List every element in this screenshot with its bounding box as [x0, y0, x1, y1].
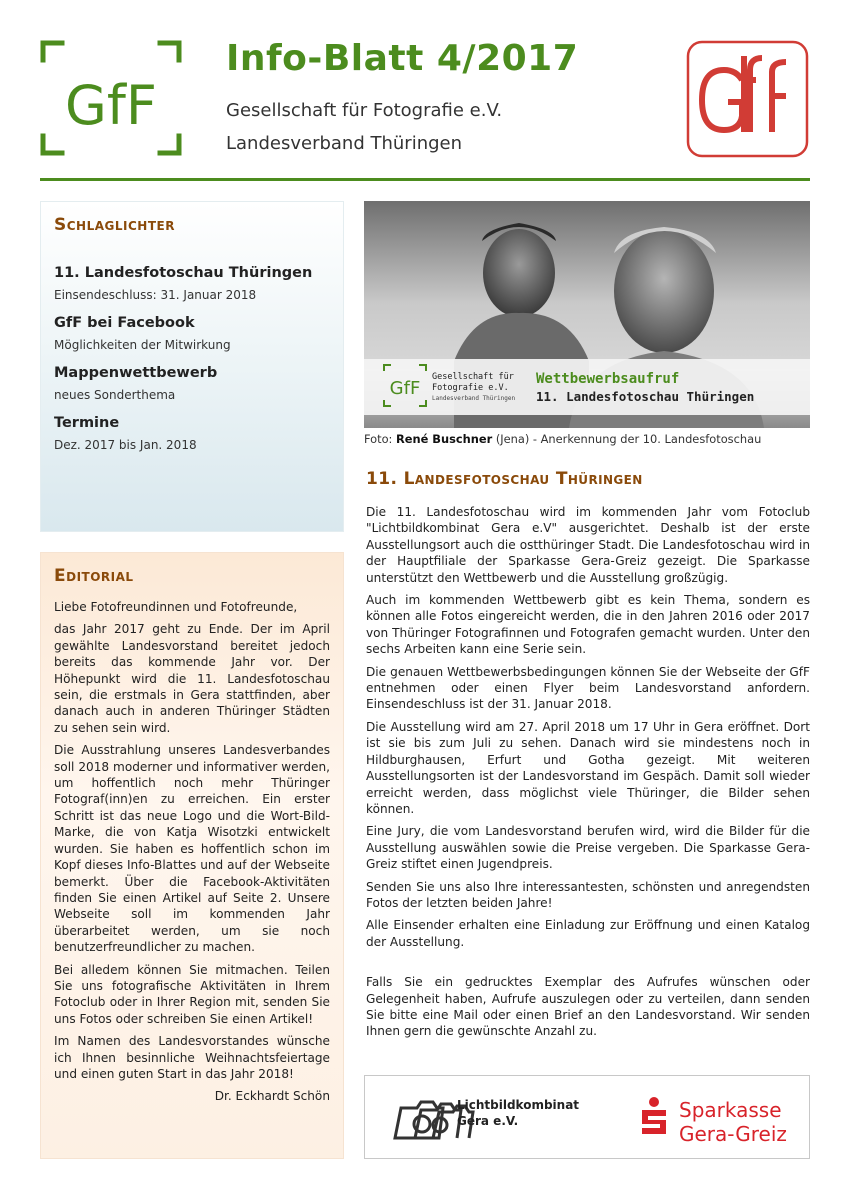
org-region: Landesverband Thüringen	[226, 133, 463, 154]
article-title: 11. Landesfotoschau Thüringen	[366, 469, 643, 489]
editorial-signature: Dr. Eckhardt Schön	[214, 1089, 330, 1104]
sparkasse-logo	[637, 1090, 797, 1150]
gff-logo-red	[686, 40, 809, 158]
article-paragraph: Alle Einsender erhalten eine Einladung zur Eröffnung und einen Katalog der Ausstellung.	[366, 918, 810, 949]
highlights-list	[54, 263, 330, 454]
highlight-heading: Mappenwettbewerb	[54, 365, 218, 381]
lichtbildkombinat-line1: Lichtbildkombinat	[457, 1098, 580, 1112]
caption-prefix: Foto:	[364, 432, 397, 446]
article-paragraph: Auch im kommenden Wettbewerb gibt es kein Thema, sondern es können alle Fotos eingereicht werden, die in den Jahren 2016 oder 2017 von Thüringer Fotografinnen und Fotografen gemacht wurden. Unter den sechs Arbeiten kann eine Serie sein.	[366, 593, 810, 657]
lichtbildkombinat-name	[457, 1097, 579, 1129]
highlight-heading: GfF bei Facebook	[54, 315, 195, 331]
highlight-item	[54, 313, 330, 354]
page-title: Info-Blatt 4/2017	[226, 38, 579, 79]
editorial-paragraph: Liebe Fotofreundinnen und Fotofreunde,	[54, 600, 298, 614]
highlights-title: Schlaglichter	[54, 215, 175, 235]
photo-caption	[364, 432, 761, 446]
editorial-title: Editorial	[54, 566, 134, 586]
highlight-sub: neues Sonderthema	[54, 388, 176, 402]
highlights-box	[40, 201, 344, 532]
highlight-heading: 11. Landesfotoschau Thüringen	[54, 265, 313, 281]
article-paragraph: Die 11. Landesfotoschau wird im kommenden Jahr vom Fotoclub "Lichtbildkombinat Gera e.V" ausgerichtet. Deshalb ist der erste Ausstellungsort auch die ostthüringer Stadt. Die Landesfotoschau wird in der Hauptfiliale der Sparkasse Gera-Greiz gezeigt. Die Sparkasse unterstützt den Wettbewerb und die Ausstellung großzügig.	[366, 505, 810, 585]
svg-text:GfF: GfF	[65, 74, 157, 137]
article-paragraph: Falls Sie ein gedrucktes Exemplar des Aufrufes wünschen oder Gelegenheit haben, Aufrufe auszulegen oder zu verteilen, dann senden Sie bitte eine Mail oder einen Brief an den Landesvorstand. Wir senden Ihnen gern die gewünschte Anzahl zu.	[366, 975, 810, 1039]
article-paragraph: Die genauen Wettbewerbsbedingungen können Sie der Webseite der GfF entnehmen oder einen Flyer beim Landesvorstand anfordern. Einsendeschluss ist der 31. Januar 2018.	[366, 664, 810, 712]
contest-photo	[364, 201, 810, 428]
highlight-item	[54, 263, 330, 304]
banner-subline: 11. Landesfotoschau Thüringen	[536, 389, 755, 404]
article-body	[366, 504, 810, 1046]
banner-org-line3: Landesverband Thüringen	[432, 395, 516, 402]
highlight-item	[54, 363, 330, 404]
header-divider	[40, 178, 810, 181]
highlight-sub: Möglichkeiten der Mitwirkung	[54, 338, 231, 352]
banner-org-line1: Gesellschaft für	[432, 372, 514, 382]
sparkasse-line2: Gera-Greiz	[679, 1122, 787, 1146]
editorial-body	[54, 599, 330, 1105]
sparkasse-name	[679, 1098, 787, 1146]
lichtbildkombinat-line2: Gera e.V.	[457, 1114, 519, 1128]
banner-org-line2: Fotografie e.V.	[432, 383, 509, 393]
caption-rest: (Jena) - Anerkennung der 10. Landesfotoschau	[492, 432, 762, 446]
banner-headline: Wettbewerbsaufruf	[536, 371, 680, 387]
highlight-item	[54, 413, 330, 454]
sparkasse-s-icon	[637, 1096, 671, 1136]
org-name: Gesellschaft für Fotografie e.V.	[226, 100, 503, 121]
highlight-sub: Einsendeschluss: 31. Januar 2018	[54, 288, 257, 302]
editorial-paragraph: Im Namen des Landesvorstandes wünsche ich Ihnen besinnliche Weihnachtsfeiertage und einen guten Start in das Jahr 2018!	[54, 1034, 330, 1081]
editorial-box	[40, 552, 344, 1159]
editorial-paragraph: das Jahr 2017 geht zu Ende. Der im April gewählte Landesvorstand bereitet jedoch bereits das kommende Jahr vor. Der Höhepunkt wird die 11. Landesfotoschau sein, die erstmals in Gera stattfinden, aber danach auch in anderen Thüringer Städten zu sehen sein wird.	[54, 622, 330, 735]
gff-logo	[40, 40, 182, 156]
editorial-paragraph: Bei alledem können Sie mitmachen. Teilen Sie uns fotografische Aktivitäten in Ihrem Fotoclub oder in Ihrer Region mit, senden Sie uns Fotos oder schreiben Sie einen Artikel!	[54, 962, 330, 1026]
sponsor-box	[364, 1075, 810, 1159]
contest-photo-image	[364, 201, 810, 428]
article-paragraph: Senden Sie uns also Ihre interessantesten, schönsten und anregendsten Fotos der letzten beiden Jahre!	[366, 879, 810, 910]
article-paragraph: Eine Jury, die vom Landesvorstand berufen wird, wird die Bilder für die Ausstellung auswählen sowie die Preise vergeben. Die Sparkasse Gera-Greiz stiftet einen Jugendpreis.	[366, 824, 810, 872]
caption-author: René Buschner	[396, 432, 493, 446]
highlight-heading: Termine	[54, 415, 120, 431]
highlight-sub: Dez. 2017 bis Jan. 2018	[54, 438, 197, 452]
sparkasse-line1: Sparkasse	[679, 1098, 782, 1122]
editorial-paragraph: Die Ausstrahlung unseres Landesverbandes soll 2018 moderner und informativer werden, um hoffentlich noch mehr Thüringer Fotograf(inn)en zu erreichen. Ein erster Schritt ist das neue Logo und die Wort-Bild-Marke, die von Katja Wisotzki entwickelt wurden. Sie haben es hoffentlich schon im Kopf dieses Info-Blattes und auf der Webseite bemerkt. Über die Facebook-Aktivitäten finden Sie einen Artikel auf Seite 2. Unsere Webseite soll im kommenden Jahr überarbeitet werden, um sie noch benutzerfreundlicher zu machen.	[54, 743, 330, 955]
article-paragraph: Die Ausstellung wird am 27. April 2018 um 17 Uhr in Gera eröffnet. Dort ist sie bis zum Juli zu sehen. Danach wird sie mindestens noch in Hildburghausen, Erfurt und Gotha gezeigt. Mit weiteren Ausstellungsorten ist der Landesvorstand im Gespäch. Damit soll wieder erreicht werden, dass möglichst viele Thüringer, die Bilder sehen können.	[366, 719, 810, 816]
banner-logo-text: GfF	[389, 378, 421, 399]
